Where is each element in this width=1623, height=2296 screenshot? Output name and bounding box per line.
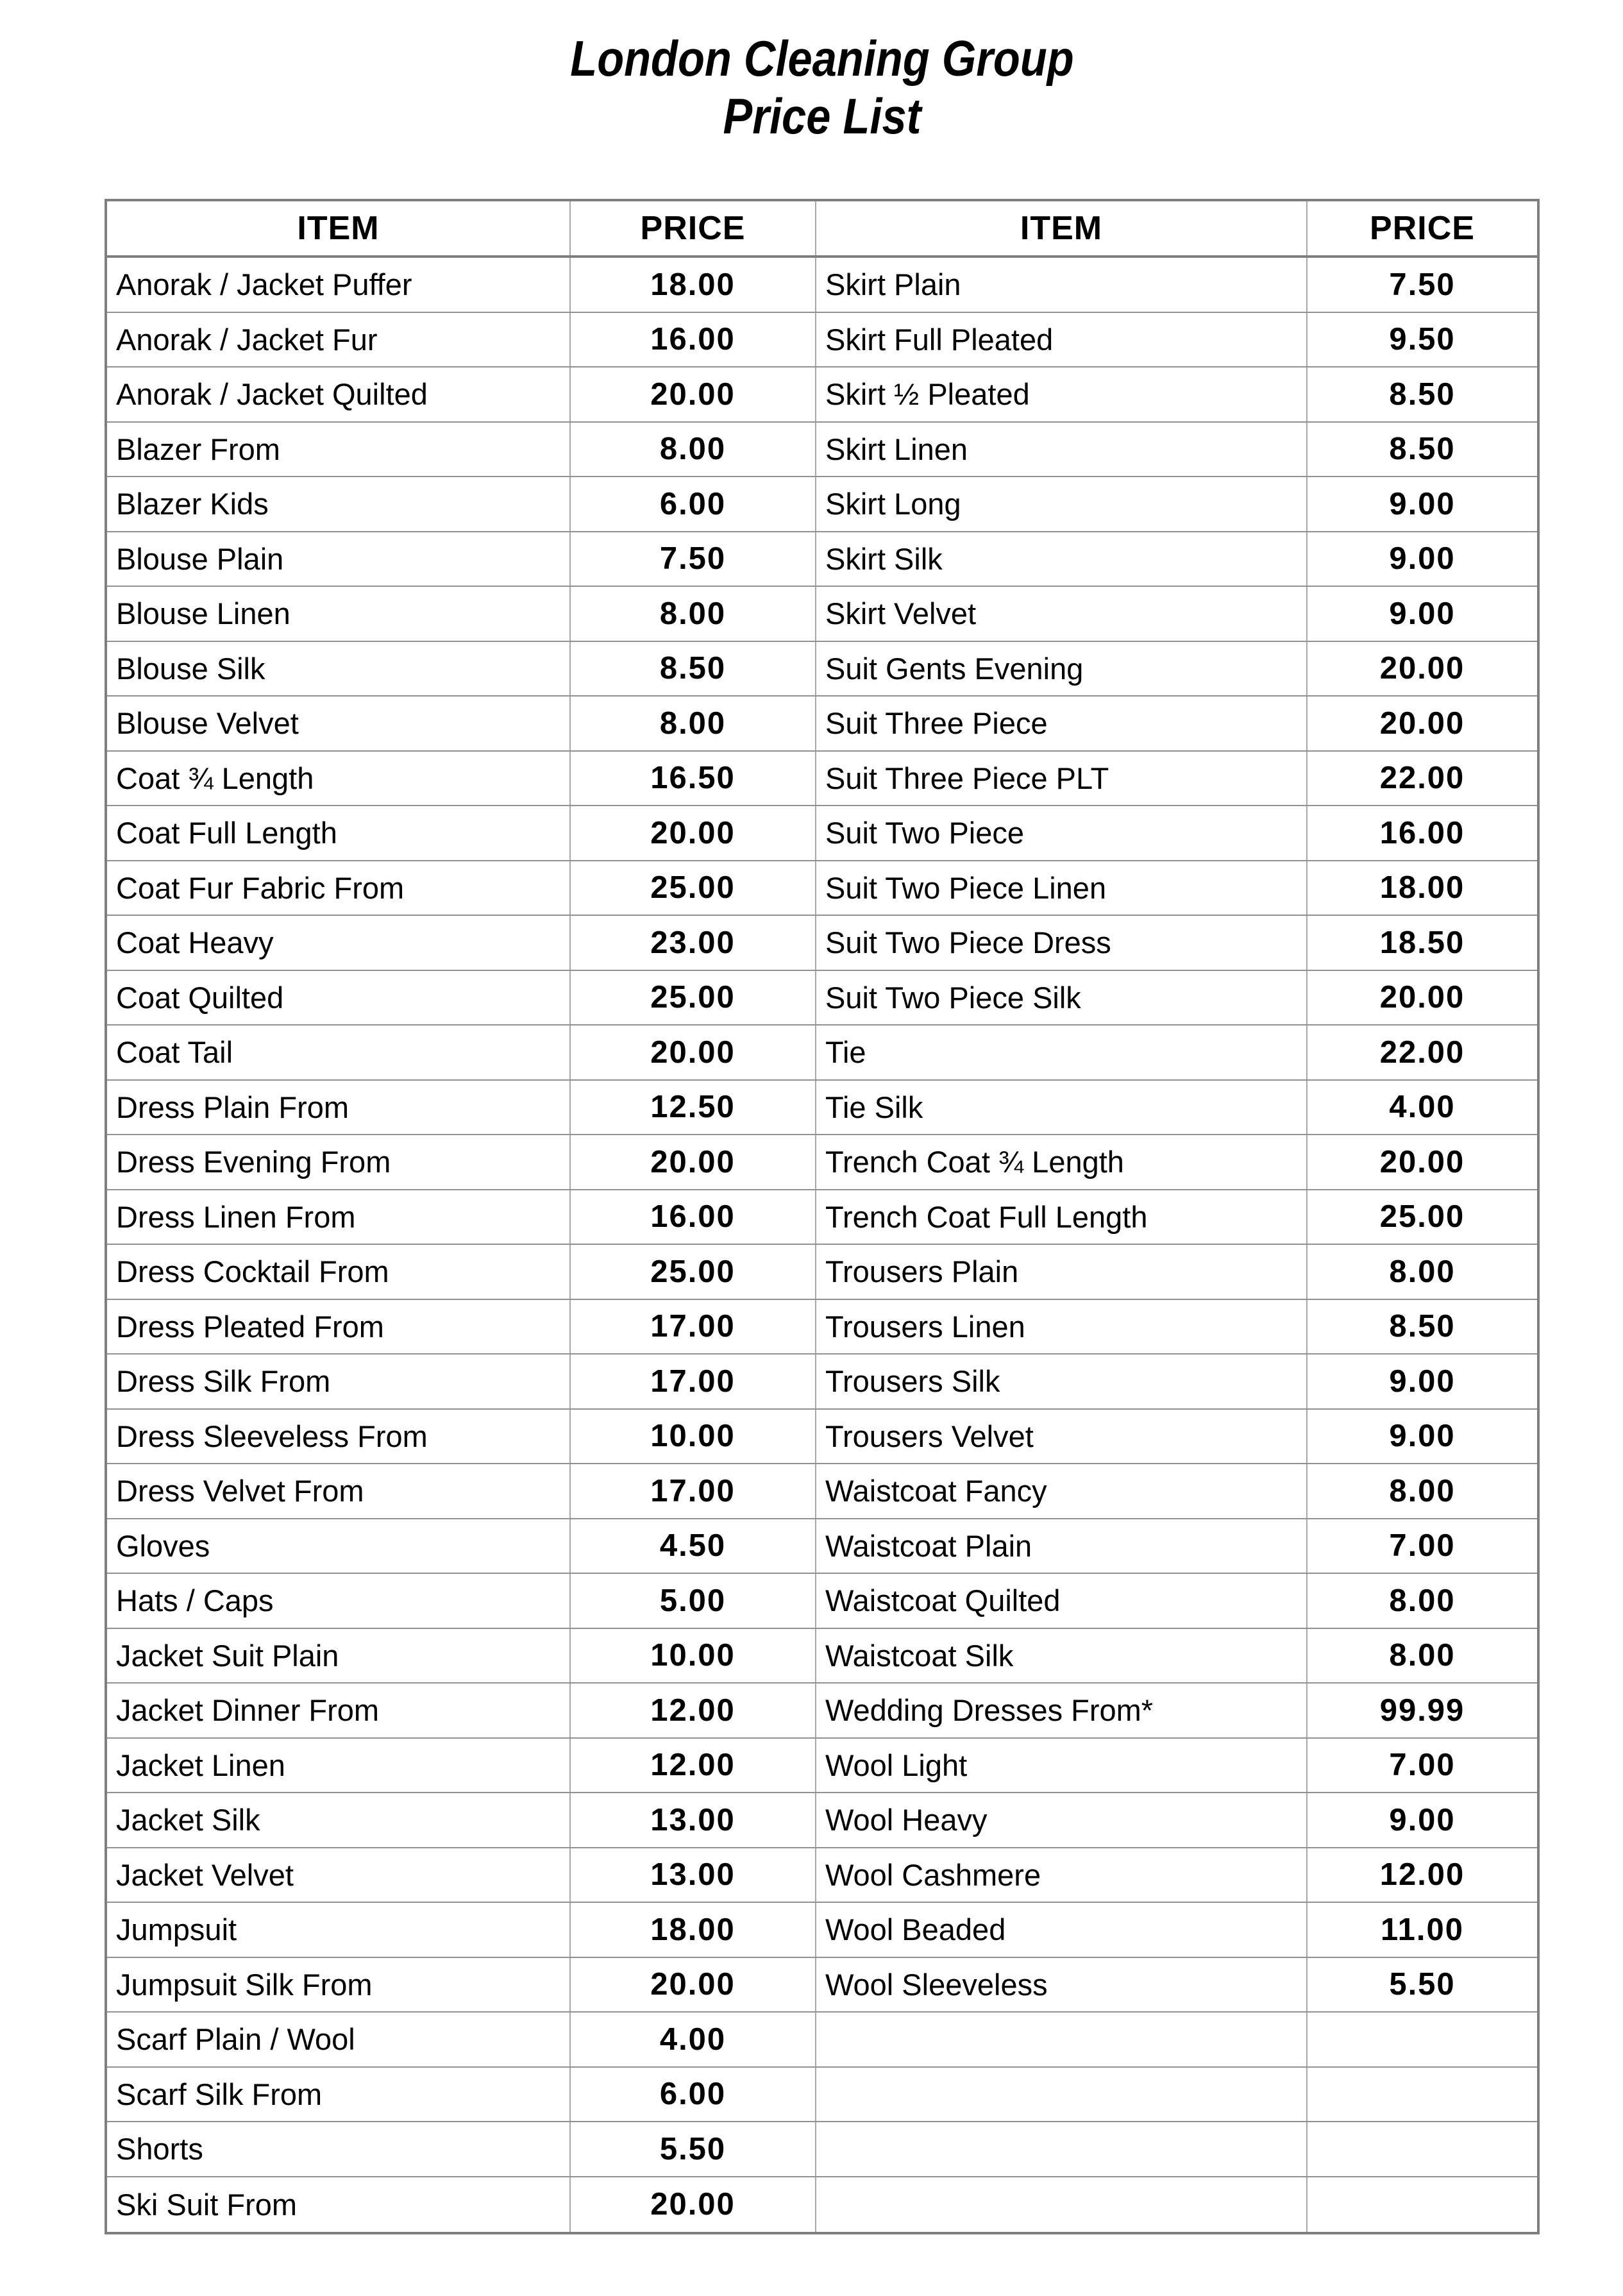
item-cell-right: Tie <box>816 1026 1308 1079</box>
item-cell-left: Dress Evening From <box>107 1135 571 1189</box>
item-cell-right: Wedding Dresses From* <box>816 1684 1308 1737</box>
price-cell-left: 13.00 <box>571 1793 816 1847</box>
price-cell-right: 9.00 <box>1389 541 1456 577</box>
column-header-item-right: ITEM <box>816 201 1308 255</box>
item-cell-right: Trousers Silk <box>816 1355 1308 1408</box>
item-cell-right: Trousers Plain <box>816 1245 1308 1299</box>
price-table-body <box>107 258 1537 2232</box>
price-cell-right: 8.00 <box>1389 1583 1456 1618</box>
item-cell-right: Skirt Silk <box>816 532 1308 586</box>
item-cell-left: Jacket Velvet <box>107 1848 571 1902</box>
item-cell-right: Trench Coat ¾ Length <box>816 1135 1308 1189</box>
price-cell-right: 8.50 <box>1389 432 1456 467</box>
price-cell-left: 17.00 <box>571 1355 816 1408</box>
price-cell-left: 8.00 <box>571 423 816 477</box>
item-cell-left: Dress Linen From <box>107 1190 571 1244</box>
price-cell-right <box>1308 2177 1537 2233</box>
table-row <box>107 752 1537 807</box>
item-cell-right: Wool Beaded <box>816 1903 1308 1957</box>
table-row <box>107 587 1537 642</box>
table-row <box>107 806 1537 861</box>
price-cell-right: 22.00 <box>1379 761 1465 796</box>
price-cell-right: 20.00 <box>1379 1144 1465 1179</box>
price-cell-right: 9.00 <box>1389 486 1456 521</box>
item-cell-left: Blouse Linen <box>107 587 571 641</box>
table-row <box>107 642 1537 697</box>
price-cell-left: 18.00 <box>571 1903 816 1957</box>
table-row <box>107 861 1537 916</box>
price-cell-right: 8.00 <box>1389 1473 1456 1508</box>
item-cell-left: Jacket Linen <box>107 1739 571 1793</box>
price-cell-left: 5.50 <box>571 2122 816 2176</box>
column-header-price-left: PRICE <box>571 201 816 255</box>
column-header-price-right: PRICE <box>1370 210 1475 247</box>
table-row <box>107 1190 1537 1245</box>
price-cell-left: 17.00 <box>571 1300 816 1354</box>
item-cell-right <box>816 2177 1308 2233</box>
table-header-row <box>107 201 1537 258</box>
price-cell-right: 20.00 <box>1379 705 1465 741</box>
table-row <box>107 477 1537 532</box>
price-cell-right: 9.00 <box>1389 1802 1456 1837</box>
item-cell-right: Skirt Long <box>816 477 1308 531</box>
table-row <box>107 971 1537 1026</box>
item-cell-left: Jacket Dinner From <box>107 1684 571 1737</box>
price-cell-left: 20.00 <box>571 1026 816 1079</box>
column-header-item-left: ITEM <box>107 201 571 255</box>
table-row <box>107 2177 1537 2233</box>
item-cell-right: Suit Gents Evening <box>816 642 1308 696</box>
table-row <box>107 313 1537 368</box>
item-cell-right <box>816 2013 1308 2066</box>
price-cell-left: 6.00 <box>571 2068 816 2122</box>
price-cell-left: 8.00 <box>571 587 816 641</box>
price-cell-right: 9.00 <box>1389 1419 1456 1454</box>
item-cell-right <box>816 2068 1308 2122</box>
item-cell-right: Waistcoat Fancy <box>816 1464 1308 1518</box>
price-cell-left: 8.00 <box>571 696 816 750</box>
item-cell-left: Hats / Caps <box>107 1574 571 1628</box>
price-cell-left: 4.00 <box>571 2013 816 2066</box>
item-cell-right: Tie Silk <box>816 1081 1308 1135</box>
item-cell-left: Blazer Kids <box>107 477 571 531</box>
item-cell-left: Blazer From <box>107 423 571 477</box>
price-cell-right: 11.00 <box>1381 1912 1464 1947</box>
price-cell-left: 18.00 <box>571 258 816 312</box>
item-cell-left: Blouse Silk <box>107 642 571 696</box>
price-cell-right: 9.00 <box>1389 1363 1456 1399</box>
item-cell-left: Jumpsuit <box>107 1903 571 1957</box>
item-cell-left: Jacket Suit Plain <box>107 1629 571 1683</box>
item-cell-left: Anorak / Jacket Fur <box>107 313 571 367</box>
price-cell-left: 8.50 <box>571 642 816 696</box>
table-row <box>107 1684 1537 1739</box>
item-cell-right: Suit Two Piece Linen <box>816 861 1308 915</box>
item-cell-left: Blouse Plain <box>107 532 571 586</box>
item-cell-right: Skirt Plain <box>816 258 1308 312</box>
price-cell-right: 20.00 <box>1379 980 1465 1015</box>
item-cell-right: Skirt Full Pleated <box>816 313 1308 367</box>
table-row <box>107 532 1537 587</box>
price-cell-right: 7.00 <box>1389 1528 1456 1564</box>
price-cell-left: 6.00 <box>571 477 816 531</box>
item-cell-left: Ski Suit From <box>107 2177 571 2233</box>
table-row <box>107 258 1537 313</box>
item-cell-left: Anorak / Jacket Puffer <box>107 258 571 312</box>
table-row <box>107 1848 1537 1903</box>
item-cell-right: Trench Coat Full Length <box>816 1190 1308 1244</box>
item-cell-right: Waistcoat Plain <box>816 1519 1308 1573</box>
table-row <box>107 1739 1537 1794</box>
price-cell-right: 25.00 <box>1379 1199 1465 1235</box>
table-row <box>107 1519 1537 1574</box>
price-cell-left: 20.00 <box>571 806 816 860</box>
table-row <box>107 1135 1537 1190</box>
price-cell-right: 9.00 <box>1389 596 1456 631</box>
price-cell-right: 20.00 <box>1379 651 1465 686</box>
item-cell-left: Scarf Silk From <box>107 2068 571 2122</box>
table-row <box>107 1958 1537 2013</box>
item-cell-right: Waistcoat Quilted <box>816 1574 1308 1628</box>
price-cell-left: 5.00 <box>571 1574 816 1628</box>
price-cell-left: 20.00 <box>571 1958 816 2012</box>
price-cell-left: 4.50 <box>571 1519 816 1573</box>
item-cell-left: Coat Full Length <box>107 806 571 860</box>
item-cell-left: Anorak / Jacket Quilted <box>107 367 571 421</box>
price-cell-left: 20.00 <box>571 2177 816 2233</box>
price-cell-left: 16.00 <box>571 313 816 367</box>
price-cell-right <box>1308 2122 1537 2176</box>
table-row <box>107 1629 1537 1684</box>
item-cell-right: Wool Light <box>816 1739 1308 1793</box>
item-cell-left: Coat Fur Fabric From <box>107 861 571 915</box>
page-title-line2: Price List <box>723 88 921 144</box>
item-cell-left: Jumpsuit Silk From <box>107 1958 571 2012</box>
table-row <box>107 1355 1537 1410</box>
item-cell-left: Dress Silk From <box>107 1355 571 1408</box>
table-row <box>107 423 1537 478</box>
item-cell-left: Gloves <box>107 1519 571 1573</box>
price-cell-right: 4.00 <box>1389 1090 1456 1125</box>
price-cell-left: 25.00 <box>571 1245 816 1299</box>
price-cell-left: 12.50 <box>571 1081 816 1135</box>
item-cell-right: Waistcoat Silk <box>816 1629 1308 1683</box>
item-cell-right: Suit Three Piece PLT <box>816 752 1308 806</box>
price-cell-right: 18.50 <box>1379 925 1465 960</box>
table-row <box>107 1574 1537 1629</box>
item-cell-right: Skirt Velvet <box>816 587 1308 641</box>
price-cell-left: 7.50 <box>571 532 816 586</box>
item-cell-left: Scarf Plain / Wool <box>107 2013 571 2066</box>
item-cell-right: Skirt Linen <box>816 423 1308 477</box>
item-cell-left: Coat Tail <box>107 1026 571 1079</box>
item-cell-right: Skirt ½ Pleated <box>816 367 1308 421</box>
table-row <box>107 2122 1537 2177</box>
table-row <box>107 367 1537 423</box>
price-cell-left: 20.00 <box>571 1135 816 1189</box>
table-row <box>107 1793 1537 1848</box>
table-row <box>107 1081 1537 1136</box>
item-cell-right: Wool Sleeveless <box>816 1958 1308 2012</box>
item-cell-left: Coat Quilted <box>107 971 571 1025</box>
page-title-line1: London Cleaning Group <box>570 30 1074 87</box>
item-cell-right: Wool Heavy <box>816 1793 1308 1847</box>
item-cell-right: Trousers Linen <box>816 1300 1308 1354</box>
price-cell-right: 7.00 <box>1389 1748 1456 1783</box>
table-row <box>107 1903 1537 1958</box>
price-cell-left: 13.00 <box>571 1848 816 1902</box>
price-cell-left: 20.00 <box>571 367 816 421</box>
item-cell-right: Wool Cashmere <box>816 1848 1308 1902</box>
price-cell-left: 12.00 <box>571 1684 816 1737</box>
item-cell-left: Coat Heavy <box>107 916 571 970</box>
table-row <box>107 1300 1537 1355</box>
price-cell-right: 22.00 <box>1379 1034 1465 1070</box>
item-cell-left: Dress Plain From <box>107 1081 571 1135</box>
item-cell-left: Coat ¾ Length <box>107 752 571 806</box>
table-row <box>107 1410 1537 1465</box>
price-cell-left: 10.00 <box>571 1629 816 1683</box>
item-cell-left: Dress Velvet From <box>107 1464 571 1518</box>
price-cell-right: 18.00 <box>1379 870 1465 906</box>
price-cell-right: 16.00 <box>1379 815 1465 850</box>
price-table <box>105 199 1540 2234</box>
price-cell-left: 25.00 <box>571 971 816 1025</box>
table-row <box>107 1245 1537 1300</box>
item-cell-left: Blouse Velvet <box>107 696 571 750</box>
item-cell-right: Suit Two Piece Dress <box>816 916 1308 970</box>
price-cell-left: 10.00 <box>571 1410 816 1464</box>
item-cell-left: Shorts <box>107 2122 571 2176</box>
table-row <box>107 1464 1537 1519</box>
price-cell-left: 12.00 <box>571 1739 816 1793</box>
item-cell-left: Dress Sleeveless From <box>107 1410 571 1464</box>
table-row <box>107 1026 1537 1081</box>
price-cell-right: 5.50 <box>1389 1967 1456 2002</box>
price-cell-right: 8.50 <box>1389 1309 1456 1344</box>
item-cell-right: Suit Two Piece <box>816 806 1308 860</box>
price-cell-left: 23.00 <box>571 916 816 970</box>
item-cell-left: Dress Pleated From <box>107 1300 571 1354</box>
price-cell-right: 8.00 <box>1389 1638 1456 1673</box>
price-cell-left: 25.00 <box>571 861 816 915</box>
item-cell-left: Dress Cocktail From <box>107 1245 571 1299</box>
price-cell-right: 8.50 <box>1389 376 1456 412</box>
price-cell-right: 12.00 <box>1379 1857 1465 1893</box>
page-title <box>190 30 1453 145</box>
table-row <box>107 916 1537 971</box>
price-cell-left: 17.00 <box>571 1464 816 1518</box>
table-row <box>107 2068 1537 2123</box>
item-cell-right: Suit Two Piece Silk <box>816 971 1308 1025</box>
item-cell-right: Trousers Velvet <box>816 1410 1308 1464</box>
price-cell-left: 16.00 <box>571 1190 816 1244</box>
price-cell-right <box>1308 2068 1537 2122</box>
table-row <box>107 696 1537 752</box>
item-cell-left: Jacket Silk <box>107 1793 571 1847</box>
price-cell-right: 7.50 <box>1389 267 1456 302</box>
price-cell-right: 9.50 <box>1389 322 1456 357</box>
price-cell-left: 16.50 <box>571 752 816 806</box>
price-cell-right: 99.99 <box>1379 1692 1465 1728</box>
item-cell-right: Suit Three Piece <box>816 696 1308 750</box>
item-cell-right <box>816 2122 1308 2176</box>
price-cell-right <box>1308 2013 1537 2066</box>
table-row <box>107 2013 1537 2068</box>
price-cell-right: 8.00 <box>1389 1254 1456 1289</box>
